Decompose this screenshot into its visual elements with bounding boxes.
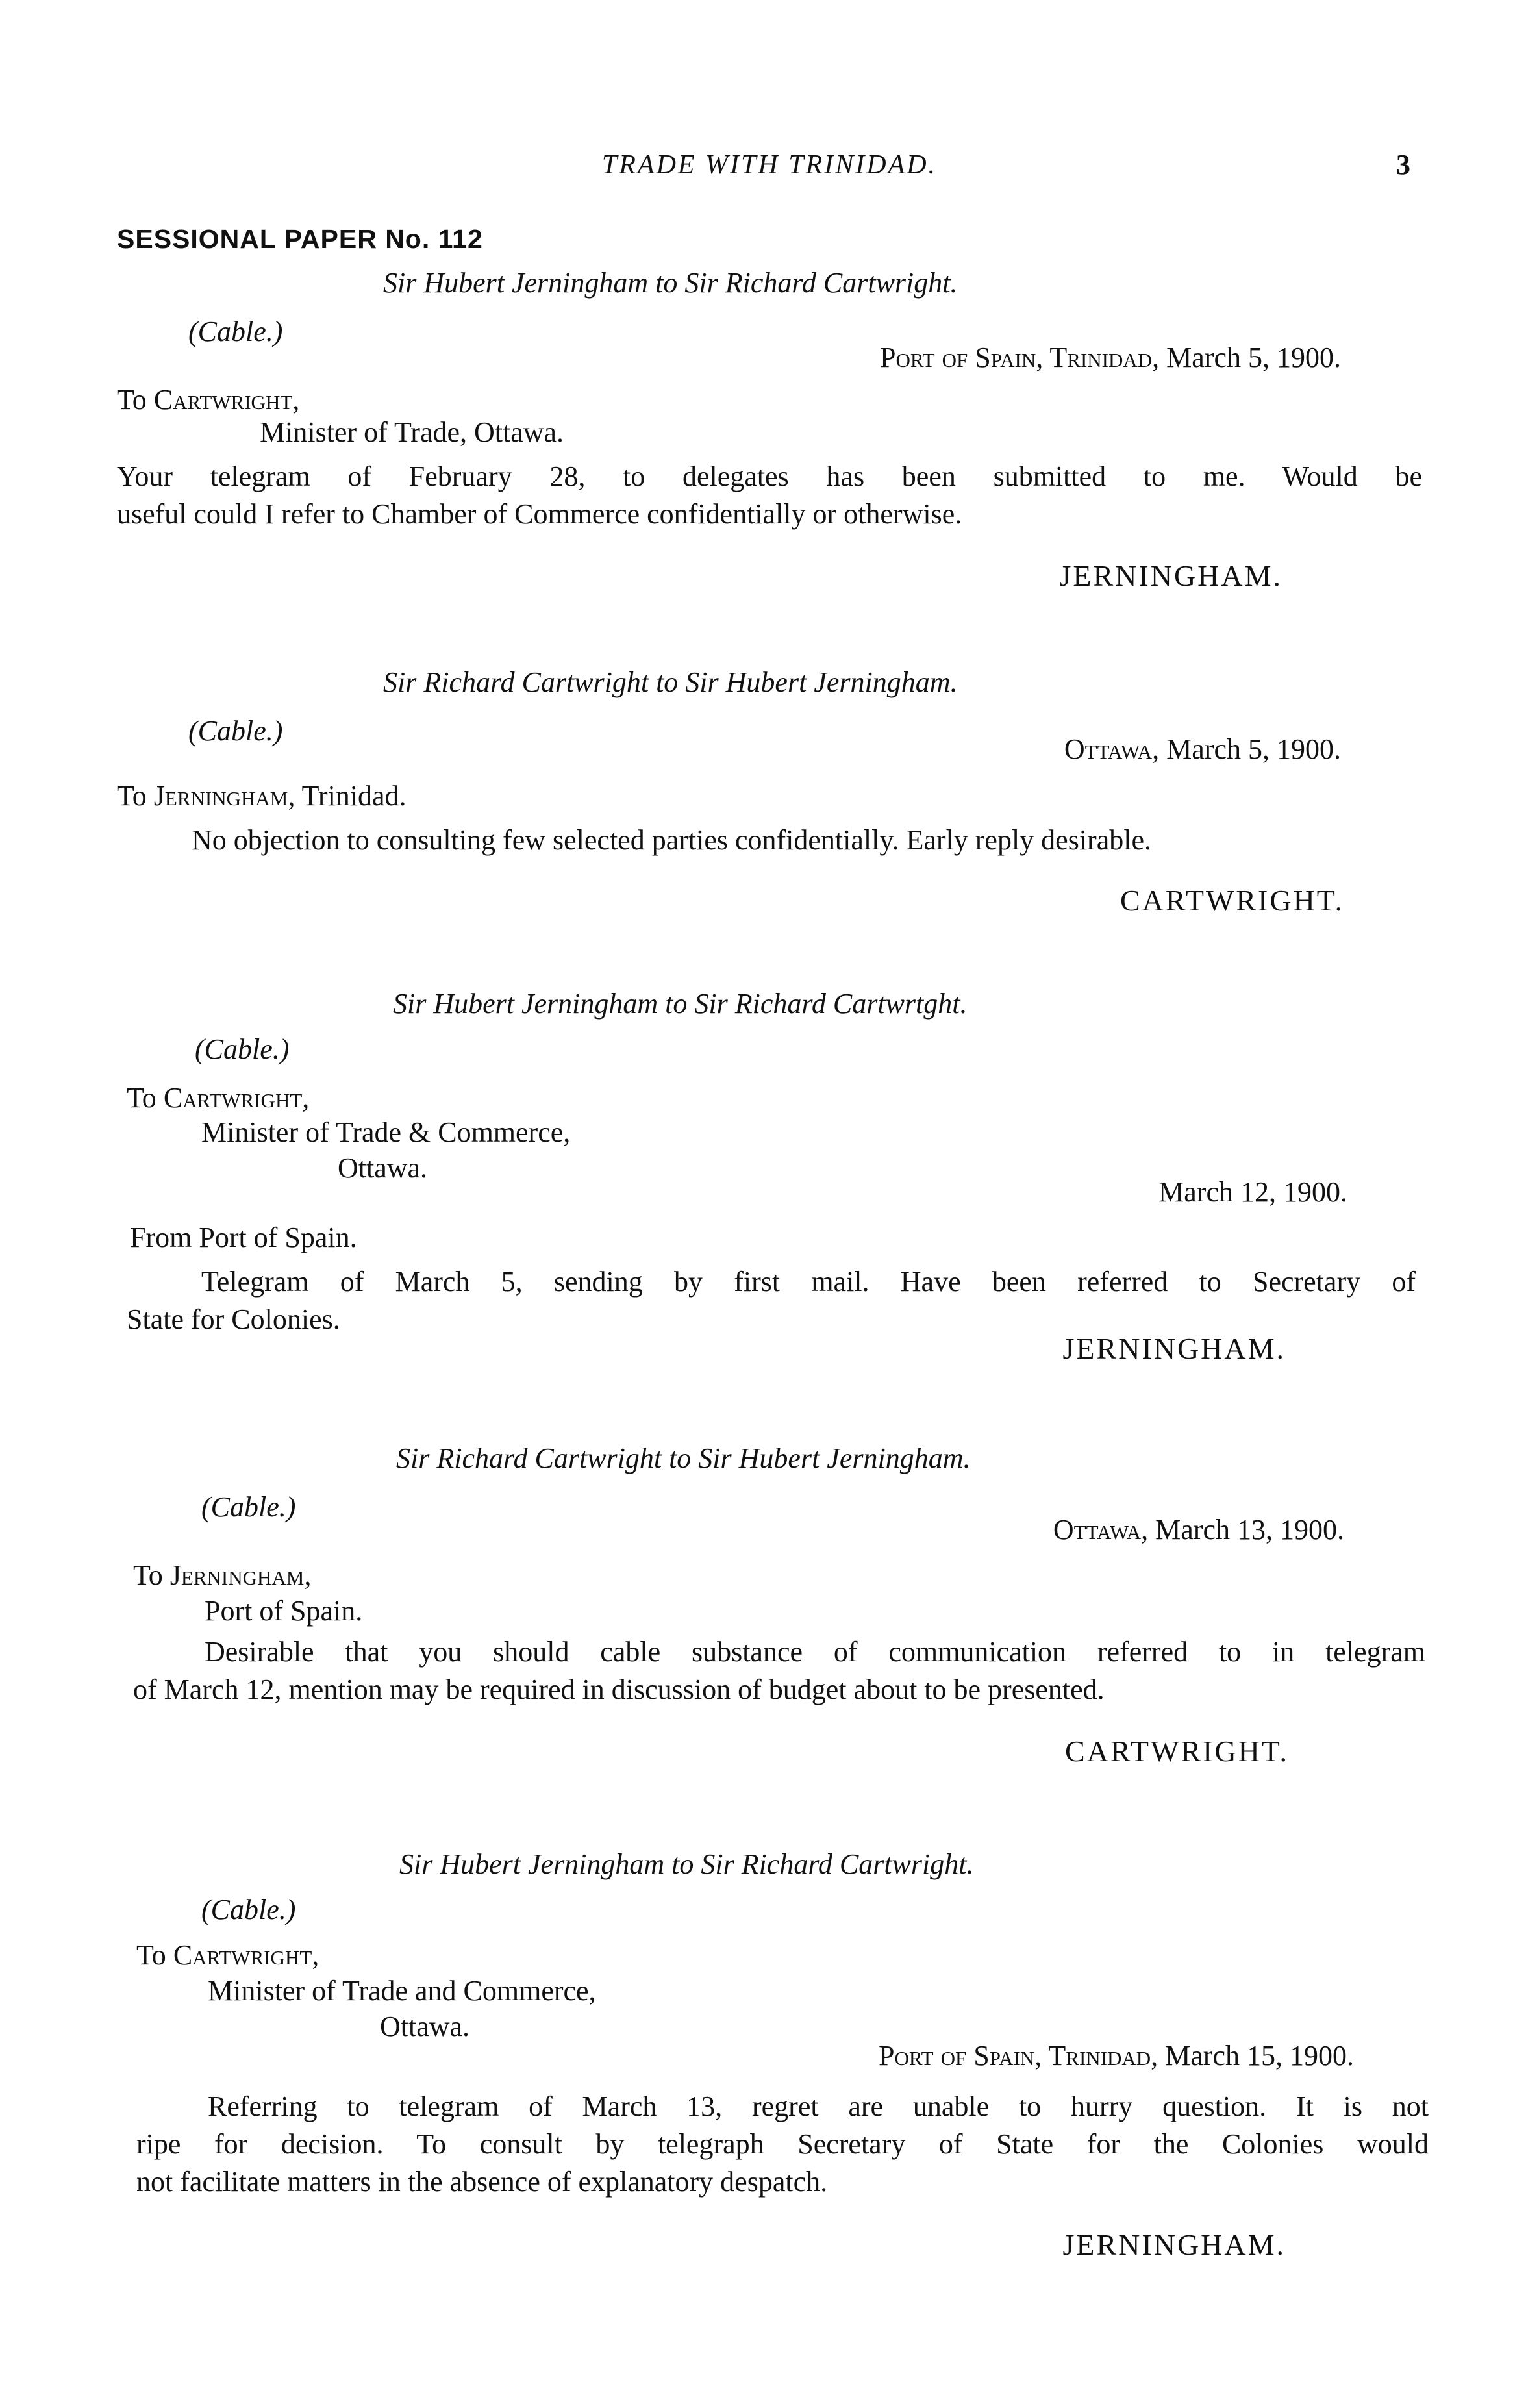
place: Port of Spain, Trinidad, bbox=[879, 2040, 1158, 2072]
recipient-name: Cartwright, bbox=[173, 1939, 319, 1971]
cable-label: (Cable.) bbox=[195, 1033, 290, 1065]
from-line: From Port of Spain. bbox=[130, 1222, 357, 1253]
recipient-address: Minister of Trade & Commerce, bbox=[201, 1116, 571, 1148]
recipient-name: Jerningham, bbox=[169, 1559, 312, 1591]
dateline bbox=[1053, 1513, 1344, 1546]
recipient: To Cartwright, bbox=[136, 1939, 319, 1971]
letter-body-line: State for Colonies. bbox=[127, 1303, 340, 1335]
dateline bbox=[880, 341, 1341, 374]
sessional-paper-label: SESSIONAL PAPER No. 112 bbox=[117, 224, 483, 254]
recipient-address: Minister of Trade and Commerce, bbox=[208, 1975, 596, 2007]
recipient-name: Cartwright, bbox=[153, 384, 300, 416]
dateline bbox=[1064, 733, 1341, 766]
signature: JERNINGHAM. bbox=[1062, 1332, 1286, 1365]
recipient: To Cartwright, bbox=[117, 384, 300, 416]
date: March 13, 1900. bbox=[1155, 1514, 1344, 1546]
page-number: 3 bbox=[1396, 149, 1410, 181]
letter-heading: Sir Hubert Jerningham to Sir Richard Cartwright. bbox=[383, 267, 958, 299]
recipient-address: Ottawa. bbox=[338, 1152, 428, 1184]
recipient: To Jerningham, bbox=[133, 1559, 312, 1591]
letter-body-line: Desirable that you should cable substance of communication referred to in telegram bbox=[205, 1636, 1425, 1668]
letter-heading: Sir Richard Cartwright to Sir Hubert Jerningham. bbox=[396, 1442, 971, 1474]
recipient-address: Port of Spain. bbox=[205, 1595, 363, 1627]
signature: CARTWRIGHT. bbox=[1120, 884, 1344, 917]
cable-label: (Cable.) bbox=[188, 715, 283, 747]
place: Ottawa, bbox=[1053, 1514, 1149, 1546]
recipient-name: Cartwright, bbox=[163, 1082, 310, 1114]
dateline bbox=[879, 2039, 1354, 2072]
letter-body-line: Referring to telegram of March 13, regret are unable to hurry question. It is not bbox=[208, 2090, 1429, 2122]
recipient-address: Minister of Trade, Ottawa. bbox=[260, 416, 564, 448]
letter-heading: Sir Richard Cartwright to Sir Hubert Jerningham. bbox=[383, 666, 958, 698]
recipient-name: Jerningham, bbox=[153, 780, 295, 812]
letter-body-line: No objection to consulting few selected parties confidentially. Early reply desirable. bbox=[192, 824, 1151, 856]
cable-label: (Cable.) bbox=[188, 316, 283, 347]
date: March 12, 1900. bbox=[1158, 1176, 1347, 1208]
letter-body-line: not facilitate matters in the absence of explanatory despatch. bbox=[136, 2166, 828, 2198]
letter-body-line: Telegram of March 5, sending by first mail. Have been referred to Secretary of bbox=[201, 1266, 1416, 1298]
date: March 5, 1900. bbox=[1166, 342, 1341, 373]
date: March 15, 1900. bbox=[1165, 2040, 1354, 2072]
place: Ottawa, bbox=[1064, 733, 1160, 765]
cable-label: (Cable.) bbox=[201, 1894, 296, 1925]
letter-body-line: useful could I refer to Chamber of Commerce confidentially or otherwise. bbox=[117, 498, 962, 530]
signature: CARTWRIGHT. bbox=[1065, 1735, 1289, 1768]
letter-body-line: ripe for decision. To consult by telegraph Secretary of State for the Colonies would bbox=[136, 2128, 1429, 2160]
signature: JERNINGHAM. bbox=[1059, 559, 1282, 592]
cable-label: (Cable.) bbox=[201, 1491, 296, 1523]
letter-heading: Sir Hubert Jerningham to Sir Richard Cartwrtght. bbox=[393, 988, 968, 1020]
running-title: TRADE WITH TRINIDAD. bbox=[601, 150, 938, 180]
date: March 5, 1900. bbox=[1166, 733, 1341, 765]
signature: JERNINGHAM. bbox=[1062, 2228, 1286, 2261]
place: Port of Spain, Trinidad, bbox=[880, 342, 1160, 373]
recipient-address: Ottawa. bbox=[380, 2011, 470, 2042]
letter-body-line: of March 12, mention may be required in discussion of budget about to be presented. bbox=[133, 1674, 1105, 1705]
recipient: To Jerningham, Trinidad. bbox=[117, 780, 407, 812]
recipient: To Cartwright, bbox=[127, 1082, 310, 1114]
letter-body-line: Your telegram of February 28, to delegates has been submitted to me. Would be bbox=[117, 460, 1422, 492]
letter-heading: Sir Hubert Jerningham to Sir Richard Cartwright. bbox=[399, 1848, 974, 1880]
